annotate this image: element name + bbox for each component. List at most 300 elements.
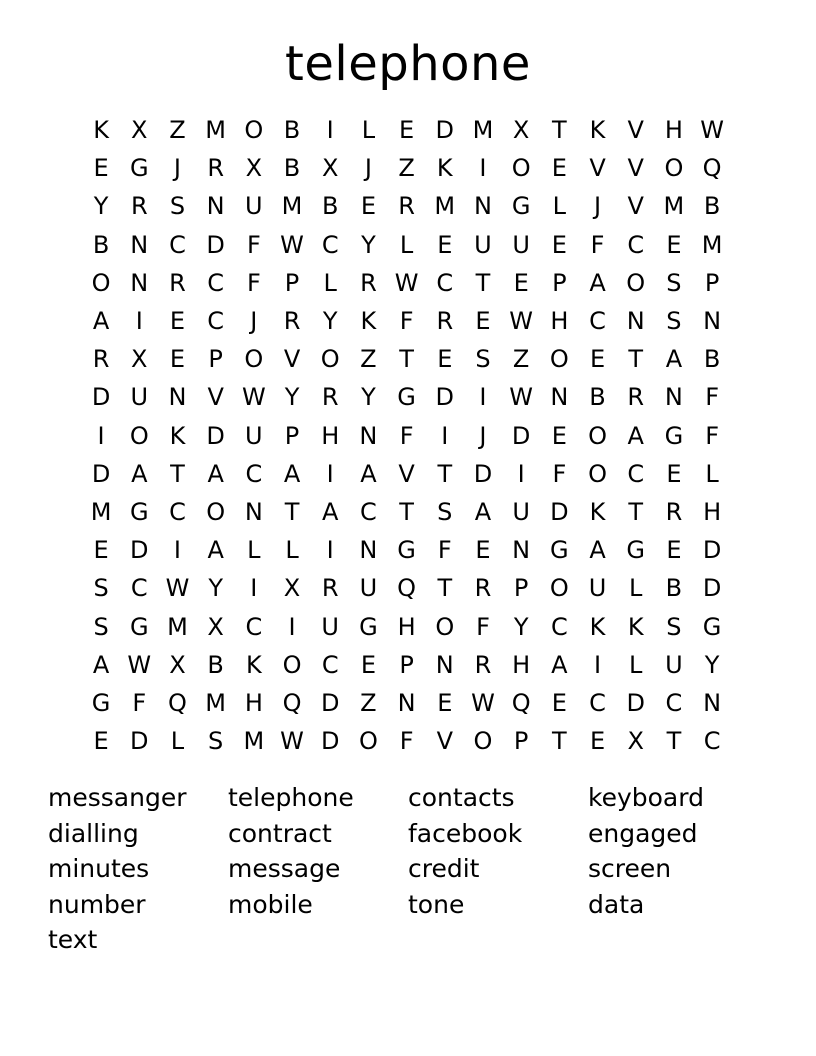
grid-letter: X xyxy=(627,727,644,756)
grid-letter: R xyxy=(130,192,148,221)
grid-letter: Y xyxy=(361,383,376,412)
grid-letter: D xyxy=(320,727,340,756)
grid-letter: D xyxy=(91,383,111,412)
word-list-item: contract xyxy=(228,818,332,848)
word-list-item: engaged xyxy=(588,818,698,848)
grid-letter: N xyxy=(130,230,149,259)
grid-letter: Q xyxy=(282,688,302,717)
grid-letter: E xyxy=(666,536,682,565)
grid-letter: X xyxy=(207,612,224,641)
grid-letter: N xyxy=(359,536,378,565)
grid-letter: B xyxy=(321,192,339,221)
grid-letter: O xyxy=(282,650,302,679)
grid-letter: O xyxy=(91,268,111,297)
grid-letter: V xyxy=(589,154,606,183)
grid-letter: I xyxy=(326,459,334,488)
grid-letter: V xyxy=(207,383,224,412)
grid-letter: P xyxy=(513,574,529,603)
grid-letter: B xyxy=(665,574,683,603)
grid-letter: U xyxy=(474,230,492,259)
grid-letter: C xyxy=(360,497,377,526)
word-list-item: telephone xyxy=(228,783,354,812)
grid-letter: C xyxy=(321,650,339,679)
grid-letter: I xyxy=(250,574,258,603)
word-list-item: message xyxy=(228,854,341,883)
grid-letter: V xyxy=(436,727,453,756)
grid-letter: N xyxy=(512,536,531,565)
grid-letter: R xyxy=(321,383,339,412)
grid-letter: J xyxy=(593,192,602,221)
grid-letter: E xyxy=(551,230,567,259)
grid-letter: P xyxy=(704,268,720,297)
word-list-item: data xyxy=(588,889,645,919)
grid-letter: X xyxy=(131,116,148,145)
grid-letter: L xyxy=(399,230,414,259)
grid-letter: P xyxy=(208,345,223,374)
grid-letter: P xyxy=(552,268,567,297)
word-list xyxy=(48,780,768,958)
grid-letter: I xyxy=(135,307,143,336)
grid-letter: O xyxy=(358,727,378,756)
grid-letter: G xyxy=(397,536,416,565)
grid-letter: C xyxy=(703,727,721,756)
grid-letter: R xyxy=(321,574,339,603)
grid-letter: R xyxy=(436,307,454,336)
grid-letter: A xyxy=(131,459,148,488)
grid-letter: B xyxy=(207,650,224,679)
grid-letter: I xyxy=(479,383,487,412)
grid-letter: L xyxy=(247,536,261,565)
grid-letter: F xyxy=(399,727,414,756)
grid-letter: X xyxy=(512,116,530,145)
grid-letter: U xyxy=(359,574,378,603)
grid-letter: R xyxy=(474,650,492,679)
grid-letter: Z xyxy=(512,345,530,374)
grid-letter: X xyxy=(283,574,301,603)
grid-letter: C xyxy=(321,230,339,259)
grid-letter: D xyxy=(130,727,149,756)
grid-letter: X xyxy=(131,345,148,374)
grid-letter: W xyxy=(127,650,152,679)
grid-letter: D xyxy=(320,688,340,717)
grid-letter: Z xyxy=(360,345,377,374)
grid-letter: C xyxy=(589,307,606,336)
grid-letter: D xyxy=(206,230,225,259)
grid-letter: E xyxy=(551,154,567,183)
grid-letter: I xyxy=(288,612,296,641)
grid-letter: W xyxy=(700,116,724,145)
grid-letter: C xyxy=(589,688,606,717)
grid-letter: A xyxy=(589,536,606,565)
grid-letter: F xyxy=(705,383,719,412)
grid-letter: W xyxy=(509,307,534,336)
grid-letter: C xyxy=(550,612,568,641)
grid-letter: L xyxy=(285,536,299,565)
grid-letter: D xyxy=(91,459,111,488)
grid-letter: G xyxy=(359,612,378,641)
grid-letter: F xyxy=(246,268,261,297)
grid-letter: G xyxy=(91,688,111,717)
grid-letter: E xyxy=(589,727,606,756)
grid-letter: H xyxy=(703,497,722,526)
grid-letter: A xyxy=(92,650,110,679)
grid-letter: E xyxy=(399,116,415,145)
grid-letter: T xyxy=(552,727,567,756)
grid-letter: S xyxy=(666,307,682,336)
word-list-item: contacts xyxy=(408,783,515,812)
grid-letter: O xyxy=(320,345,340,374)
grid-letter: P xyxy=(513,727,529,756)
grid-letter: O xyxy=(244,345,264,374)
grid-letter: X xyxy=(321,154,339,183)
grid-letter: D xyxy=(511,421,531,450)
grid-letter: A xyxy=(665,345,683,374)
grid-letter: K xyxy=(589,497,606,526)
page-title: telephone xyxy=(285,36,531,92)
grid-letter: F xyxy=(399,307,414,336)
grid-letter: D xyxy=(435,383,455,412)
grid-letter: G xyxy=(626,536,646,565)
grid-letter: F xyxy=(590,230,605,259)
word-list-item: facebook xyxy=(408,818,523,848)
grid-letter: W xyxy=(241,383,266,412)
grid-letter: W xyxy=(280,230,304,259)
grid-letter: O xyxy=(549,574,569,603)
grid-letter: B xyxy=(703,192,721,221)
grid-letter: S xyxy=(666,268,682,297)
grid-letter: I xyxy=(326,116,334,145)
grid-letter: W xyxy=(471,688,495,717)
grid-letter: N xyxy=(435,650,454,679)
grid-letter: H xyxy=(397,612,416,641)
grid-letter: A xyxy=(283,459,301,488)
grid-letter: U xyxy=(665,650,683,679)
grid-letter: O xyxy=(473,727,493,756)
grid-letter: M xyxy=(472,116,494,145)
grid-letter: E xyxy=(475,536,491,565)
grid-letter: C xyxy=(207,307,225,336)
grid-letter: C xyxy=(627,230,645,259)
grid-letter: N xyxy=(244,497,263,526)
letter-grid xyxy=(82,111,731,760)
grid-letter: E xyxy=(169,307,186,336)
grid-letter: Y xyxy=(513,612,529,641)
grid-letter: D xyxy=(435,116,455,145)
grid-letter: D xyxy=(550,497,569,526)
grid-letter: U xyxy=(588,574,607,603)
grid-letter: X xyxy=(169,650,186,679)
grid-letter: C xyxy=(207,268,225,297)
grid-letter: F xyxy=(437,536,452,565)
grid-letter: D xyxy=(473,459,493,488)
grid-letter: L xyxy=(705,459,719,488)
grid-letter: R xyxy=(398,192,415,221)
grid-letter: C xyxy=(130,574,148,603)
grid-letter: U xyxy=(130,383,149,412)
grid-letter: O xyxy=(206,497,226,526)
word-list-item: number xyxy=(48,889,146,919)
grid-letter: E xyxy=(513,268,529,297)
grid-letter: R xyxy=(360,268,377,297)
grid-letter: A xyxy=(551,650,568,679)
grid-letter: U xyxy=(512,230,530,259)
grid-letter: B xyxy=(589,383,606,412)
grid-letter: A xyxy=(474,497,492,526)
word-list-item: dialling xyxy=(48,818,139,848)
grid-letter: C xyxy=(245,612,263,641)
grid-letter: R xyxy=(665,497,683,526)
grid-letter: G xyxy=(397,383,416,412)
grid-letter: H xyxy=(512,650,531,679)
grid-letter: E xyxy=(551,688,567,717)
grid-letter: K xyxy=(589,116,606,145)
grid-letter: E xyxy=(360,650,376,679)
word-list-item: minutes xyxy=(48,854,150,883)
grid-letter: U xyxy=(321,612,339,641)
grid-letter: M xyxy=(243,727,265,756)
grid-letter: M xyxy=(205,688,227,717)
grid-letter: G xyxy=(550,536,569,565)
grid-letter: K xyxy=(360,307,377,336)
grid-letter: N xyxy=(359,421,378,450)
word-list-item: credit xyxy=(408,854,480,883)
grid-letter: N xyxy=(397,688,416,717)
grid-letter: G xyxy=(129,154,149,183)
grid-letter: O xyxy=(511,154,531,183)
word-list-item: mobile xyxy=(228,889,313,919)
grid-letter: L xyxy=(323,268,337,297)
grid-letter: M xyxy=(663,192,685,221)
grid-letter: L xyxy=(629,650,643,679)
word-list-item: screen xyxy=(588,854,672,883)
grid-letter: T xyxy=(552,116,567,145)
grid-letter: N xyxy=(626,307,645,336)
grid-letter: K xyxy=(627,612,644,641)
grid-letter: G xyxy=(702,612,722,641)
grid-letter: A xyxy=(207,536,224,565)
grid-letter: Y xyxy=(93,192,109,221)
grid-letter: R xyxy=(169,268,186,297)
grid-letter: G xyxy=(664,421,684,450)
word-list-item: tone xyxy=(408,889,465,919)
grid-letter: G xyxy=(511,192,531,221)
grid-letter: M xyxy=(434,192,456,221)
grid-letter: I xyxy=(97,421,105,450)
grid-letter: A xyxy=(92,307,110,336)
grid-letter: A xyxy=(627,421,644,450)
grid-letter: B xyxy=(283,116,301,145)
grid-letter: Y xyxy=(322,307,338,336)
grid-letter: B xyxy=(703,345,721,374)
grid-letter: K xyxy=(589,612,606,641)
grid-letter: E xyxy=(93,154,109,183)
grid-letter: J xyxy=(173,154,181,183)
grid-letter: T xyxy=(475,268,491,297)
grid-letter: L xyxy=(629,574,643,603)
grid-letter: T xyxy=(437,459,453,488)
grid-letter: W xyxy=(394,268,419,297)
grid-letter: I xyxy=(479,154,487,183)
grid-letter: T xyxy=(399,497,414,526)
grid-letter: F xyxy=(552,459,567,488)
grid-letter: E xyxy=(437,345,453,374)
grid-letter: O xyxy=(244,116,264,145)
grid-letter: L xyxy=(361,116,376,145)
grid-letter: C xyxy=(627,459,645,488)
grid-letter: E xyxy=(551,421,567,450)
grid-letter: T xyxy=(628,497,644,526)
grid-letter: C xyxy=(169,230,186,259)
grid-letter: S xyxy=(93,574,109,603)
grid-letter: O xyxy=(129,421,149,450)
grid-letter: F xyxy=(399,421,414,450)
grid-letter: Y xyxy=(284,383,300,412)
grid-letter: D xyxy=(206,421,225,450)
grid-letter: A xyxy=(322,497,339,526)
grid-letter: O xyxy=(588,421,607,450)
grid-letter: D xyxy=(130,536,149,565)
grid-letter: H xyxy=(321,421,340,450)
grid-letter: J xyxy=(250,307,258,336)
grid-letter: R xyxy=(627,383,645,412)
grid-letter: K xyxy=(93,116,109,145)
grid-letter: M xyxy=(90,497,112,526)
grid-letter: G xyxy=(129,612,149,641)
grid-letter: M xyxy=(205,116,227,145)
grid-letter: Z xyxy=(360,688,377,717)
grid-letter: N xyxy=(664,383,683,412)
grid-letter: C xyxy=(169,497,186,526)
grid-letter: E xyxy=(437,688,453,717)
grid-letter: I xyxy=(517,459,525,488)
grid-letter: S xyxy=(169,192,186,221)
grid-letter: T xyxy=(666,727,682,756)
grid-letter: E xyxy=(475,307,491,336)
grid-letter: E xyxy=(360,192,376,221)
grid-letter: A xyxy=(207,459,224,488)
grid-letter: E xyxy=(93,727,109,756)
grid-letter: L xyxy=(552,192,567,221)
grid-letter: I xyxy=(326,536,334,565)
grid-letter: J xyxy=(364,154,372,183)
grid-letter: S xyxy=(437,497,453,526)
grid-letter: V xyxy=(283,345,301,374)
grid-letter: Z xyxy=(398,154,415,183)
grid-letter: V xyxy=(398,459,415,488)
grid-letter: S xyxy=(93,612,109,641)
grid-letter: K xyxy=(436,154,453,183)
grid-letter: W xyxy=(165,574,190,603)
grid-letter: Y xyxy=(361,230,376,259)
grid-letter: S xyxy=(208,727,224,756)
grid-letter: V xyxy=(627,192,644,221)
grid-letter: O xyxy=(549,345,569,374)
grid-letter: T xyxy=(437,574,453,603)
grid-letter: N xyxy=(206,192,225,221)
grid-letter: N xyxy=(473,192,492,221)
grid-letter: C xyxy=(245,459,263,488)
grid-letter: I xyxy=(441,421,449,450)
grid-letter: N xyxy=(550,383,569,412)
grid-letter: Y xyxy=(208,574,223,603)
grid-letter: E xyxy=(666,459,682,488)
grid-letter: V xyxy=(627,154,644,183)
grid-letter: F xyxy=(705,421,719,450)
grid-letter: N xyxy=(703,688,722,717)
grid-letter: C xyxy=(665,688,683,717)
grid-letter: E xyxy=(666,230,682,259)
grid-letter: F xyxy=(132,688,147,717)
grid-letter: U xyxy=(512,497,530,526)
grid-letter: H xyxy=(244,688,263,717)
grid-letter: P xyxy=(399,650,414,679)
grid-letter: M xyxy=(701,230,723,259)
grid-letter: N xyxy=(703,307,722,336)
grid-letter: P xyxy=(284,421,300,450)
word-list-item: keyboard xyxy=(588,783,704,812)
grid-letter: E xyxy=(93,536,109,565)
grid-letter: T xyxy=(399,345,414,374)
grid-letter: D xyxy=(626,688,645,717)
grid-letter: P xyxy=(284,268,300,297)
grid-letter: U xyxy=(245,421,263,450)
grid-letter: N xyxy=(168,383,187,412)
grid-letter: F xyxy=(476,612,490,641)
grid-letter: N xyxy=(130,268,149,297)
grid-letter: E xyxy=(437,230,453,259)
grid-letter: Q xyxy=(511,688,531,717)
grid-letter: K xyxy=(169,421,186,450)
grid-letter: Q xyxy=(168,688,187,717)
grid-letter: Q xyxy=(397,574,417,603)
grid-letter: O xyxy=(588,459,607,488)
grid-letter: S xyxy=(475,345,491,374)
grid-letter: R xyxy=(207,154,224,183)
grid-letter: H xyxy=(664,116,683,145)
grid-letter: D xyxy=(702,536,722,565)
grid-letter: O xyxy=(626,268,646,297)
grid-letter: W xyxy=(509,383,534,412)
grid-letter: B xyxy=(283,154,301,183)
word-list-item: text xyxy=(48,925,98,954)
grid-letter: W xyxy=(280,727,304,756)
grid-letter: J xyxy=(479,421,487,450)
grid-letter: O xyxy=(664,154,684,183)
grid-letter: Y xyxy=(704,650,720,679)
grid-letter: I xyxy=(593,650,602,679)
grid-letter: H xyxy=(550,307,569,336)
grid-letter: T xyxy=(170,459,185,488)
grid-letter: T xyxy=(284,497,300,526)
grid-letter: R xyxy=(474,574,492,603)
grid-letter: C xyxy=(436,268,454,297)
grid-letter: V xyxy=(627,116,644,145)
grid-letter: Q xyxy=(702,154,722,183)
grid-letter: B xyxy=(92,230,110,259)
grid-letter: I xyxy=(173,536,181,565)
grid-letter: S xyxy=(666,612,682,641)
grid-letter: K xyxy=(245,650,262,679)
grid-letter: T xyxy=(628,345,644,374)
grid-letter: E xyxy=(169,345,186,374)
grid-letter: M xyxy=(167,612,188,641)
grid-letter: X xyxy=(245,154,263,183)
word-list-item: messanger xyxy=(48,783,187,812)
grid-letter: F xyxy=(246,230,261,259)
grid-letter: L xyxy=(170,727,185,756)
grid-letter: R xyxy=(283,307,301,336)
grid-letter: M xyxy=(281,192,303,221)
